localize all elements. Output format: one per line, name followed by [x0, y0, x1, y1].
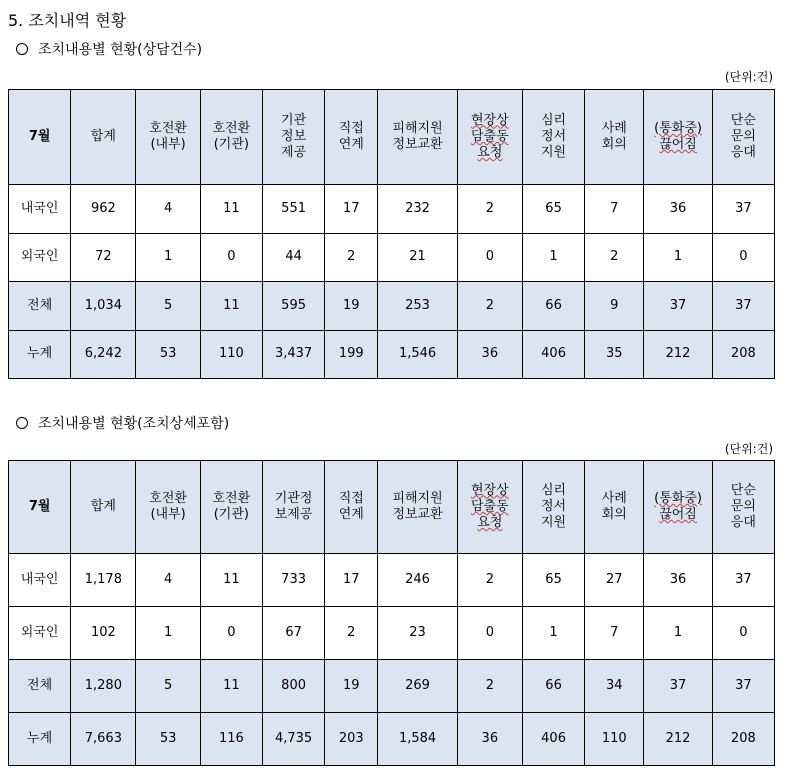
table-cell: 4	[136, 554, 200, 607]
table-cell: 1,584	[378, 713, 457, 766]
table-cell: 208	[712, 713, 774, 766]
table-cell: 2	[325, 234, 378, 282]
table-cell: 65	[522, 554, 584, 607]
column-header	[522, 90, 584, 185]
row-label: 전체	[9, 660, 71, 713]
table-cell: 65	[522, 185, 584, 234]
header-text: 현장상	[470, 112, 509, 128]
table-cell: 67	[262, 607, 324, 660]
header-text: 직접	[338, 490, 364, 506]
month-header	[9, 90, 71, 185]
table-cell: 2	[457, 660, 522, 713]
table-cell: 2	[325, 607, 378, 660]
table-cell: 116	[200, 713, 262, 766]
table-cell: 406	[522, 331, 584, 379]
column-header	[378, 461, 457, 554]
header-text: 제공	[281, 145, 307, 161]
table-cell: 102	[71, 607, 136, 660]
header-text: 7월	[28, 128, 51, 144]
table-row	[9, 282, 775, 331]
table-cell: 0	[712, 607, 774, 660]
table-cell: 212	[644, 713, 712, 766]
header-text: 심리	[541, 112, 567, 128]
section2-subtitle	[16, 413, 229, 433]
table-cell: 208	[712, 331, 774, 379]
table-row	[9, 713, 775, 766]
table-cell: 4	[136, 185, 200, 234]
table-cell: 36	[457, 713, 522, 766]
header-text: 합계	[90, 128, 116, 144]
header-text: (통화중)	[654, 490, 702, 506]
table-cell: 406	[522, 713, 584, 766]
table-row	[9, 607, 775, 660]
header-text: 연계	[338, 137, 364, 152]
row-label: 누계	[9, 713, 71, 766]
header-text: 피해지원	[392, 120, 443, 136]
header-row	[9, 461, 775, 554]
table-cell: 44	[262, 234, 324, 282]
header-text: 합계	[90, 498, 116, 514]
header-text: 보제공	[274, 507, 313, 522]
row-label: 외국인	[9, 607, 71, 660]
header-text: 정서	[541, 498, 567, 514]
header-text: 호전환	[149, 120, 187, 136]
header-text: 문의	[730, 128, 756, 144]
header-text: 지원	[541, 145, 567, 161]
header-text: 연계	[338, 507, 364, 522]
table-cell: 23	[378, 607, 457, 660]
header-text: 기관	[281, 112, 307, 128]
header-text: 요청	[477, 515, 503, 531]
table-cell: 1	[644, 607, 712, 660]
table-cell: 2	[457, 282, 522, 331]
table-row	[9, 234, 775, 282]
table-cell: 1,178	[71, 554, 136, 607]
header-text: (기관)	[213, 507, 249, 522]
table-cell: 1,546	[378, 331, 457, 379]
table-cell: 0	[200, 607, 262, 660]
header-text: 끊어짐	[659, 507, 697, 522]
table-cell: 11	[200, 660, 262, 713]
column-header	[71, 461, 136, 554]
treatment-table-counseling	[8, 89, 775, 379]
header-text: 회의	[601, 507, 627, 522]
table-cell: 37	[644, 660, 712, 713]
row-label: 전체	[9, 282, 71, 331]
header-text: 사례	[601, 120, 627, 136]
header-text: 피해지원	[392, 490, 443, 506]
header-text: (기관)	[213, 137, 249, 152]
column-header	[378, 90, 457, 185]
table-cell: 0	[457, 607, 522, 660]
column-header	[136, 461, 200, 554]
column-header	[644, 461, 712, 554]
bullet-circle-icon	[16, 43, 28, 55]
column-header	[585, 461, 644, 554]
row-label: 외국인	[9, 234, 71, 282]
table-cell: 11	[200, 185, 262, 234]
header-text: (통화중)	[654, 120, 702, 136]
column-header	[457, 461, 522, 554]
header-text: 호전환	[212, 120, 251, 136]
section2-subtitle-text: 조치내용별 현황(조치상세포함)	[38, 416, 230, 432]
table-cell: 72	[71, 234, 136, 282]
column-header	[325, 90, 378, 185]
table-cell: 2	[585, 234, 644, 282]
page-title: 5. 조치내역 현황	[8, 11, 127, 30]
header-text: 호전환	[149, 490, 187, 506]
column-header	[457, 90, 522, 185]
table-cell: 37	[644, 282, 712, 331]
header-text: 7월	[28, 498, 51, 514]
table-cell: 1,034	[71, 282, 136, 331]
table-cell: 19	[325, 282, 378, 331]
table-cell: 17	[325, 554, 378, 607]
row-label: 누계	[9, 331, 71, 379]
header-text: (내부)	[150, 137, 186, 152]
header-text: 기관정	[274, 490, 313, 506]
header-text: 회의	[601, 137, 627, 152]
table-cell: 37	[712, 185, 774, 234]
table-cell: 1	[136, 607, 200, 660]
table-cell: 1	[644, 234, 712, 282]
section1-subtitle-text: 조치내용별 현황(상담건수)	[38, 42, 203, 58]
header-text: 요청	[477, 145, 503, 161]
header-text: 단순	[730, 112, 756, 128]
table-cell: 36	[644, 554, 712, 607]
table-cell: 53	[136, 331, 200, 379]
month-header	[9, 461, 71, 554]
table-cell: 1,280	[71, 660, 136, 713]
table-cell: 35	[585, 331, 644, 379]
table-cell: 6,242	[71, 331, 136, 379]
table-cell: 800	[262, 660, 324, 713]
column-header	[522, 461, 584, 554]
section2-unit: (단위:건)	[724, 442, 773, 456]
row-label: 내국인	[9, 554, 71, 607]
table-cell: 36	[457, 331, 522, 379]
table-cell: 7	[585, 185, 644, 234]
table-cell: 2	[457, 185, 522, 234]
header-row	[9, 90, 775, 185]
table-cell: 27	[585, 554, 644, 607]
table-cell: 5	[136, 282, 200, 331]
header-text: 심리	[541, 482, 567, 498]
column-header	[200, 461, 262, 554]
column-header	[71, 90, 136, 185]
table-cell: 21	[378, 234, 457, 282]
table-cell: 7,663	[71, 713, 136, 766]
column-header	[262, 90, 324, 185]
table-cell: 0	[200, 234, 262, 282]
table-cell: 269	[378, 660, 457, 713]
header-text: 정보	[281, 128, 307, 144]
section1-unit: (단위:건)	[724, 70, 773, 84]
table-cell: 2	[457, 554, 522, 607]
table-cell: 34	[585, 660, 644, 713]
table-cell: 37	[712, 660, 774, 713]
table-cell: 962	[71, 185, 136, 234]
table-row	[9, 331, 775, 379]
table-cell: 0	[712, 234, 774, 282]
table-cell: 17	[325, 185, 378, 234]
table-cell: 4,735	[262, 713, 324, 766]
column-header	[712, 90, 774, 185]
header-text: 정보교환	[392, 137, 443, 152]
header-text: 호전환	[212, 490, 251, 506]
header-text: 담출동	[470, 498, 509, 514]
header-text: 사례	[601, 490, 627, 506]
table-cell: 9	[585, 282, 644, 331]
table-cell: 66	[522, 282, 584, 331]
table-cell: 1	[522, 234, 584, 282]
header-text: 담출동	[470, 128, 509, 144]
column-header	[325, 461, 378, 554]
column-header	[136, 90, 200, 185]
column-header	[712, 461, 774, 554]
header-text: 정서	[541, 128, 567, 144]
header-text: 단순	[730, 482, 756, 498]
header-text: 지원	[541, 515, 567, 531]
table-cell: 199	[325, 331, 378, 379]
table-row	[9, 660, 775, 713]
column-header	[200, 90, 262, 185]
table-cell: 1	[522, 607, 584, 660]
header-text: 응대	[730, 145, 756, 161]
table-cell: 7	[585, 607, 644, 660]
header-text: 직접	[338, 120, 364, 136]
table-cell: 3,437	[262, 331, 324, 379]
table-row	[9, 554, 775, 607]
table-cell: 37	[712, 554, 774, 607]
column-header	[585, 90, 644, 185]
table-cell: 5	[136, 660, 200, 713]
table-cell: 37	[712, 282, 774, 331]
table-cell: 19	[325, 660, 378, 713]
header-text: 끊어짐	[659, 137, 697, 152]
table-cell: 66	[522, 660, 584, 713]
column-header	[644, 90, 712, 185]
table-cell: 1	[136, 234, 200, 282]
header-text: (내부)	[150, 507, 186, 522]
table-cell: 11	[200, 282, 262, 331]
table-cell: 203	[325, 713, 378, 766]
table-cell: 110	[585, 713, 644, 766]
table-cell: 246	[378, 554, 457, 607]
treatment-table-detailed	[8, 460, 775, 766]
table-cell: 232	[378, 185, 457, 234]
table-cell: 212	[644, 331, 712, 379]
section1-subtitle	[16, 39, 202, 59]
table-cell: 253	[378, 282, 457, 331]
header-text: 현장상	[470, 482, 509, 498]
row-label: 내국인	[9, 185, 71, 234]
header-text: 응대	[730, 515, 756, 531]
table-cell: 595	[262, 282, 324, 331]
table-cell: 110	[200, 331, 262, 379]
header-text: 문의	[730, 498, 756, 514]
table-cell: 551	[262, 185, 324, 234]
table-cell: 53	[136, 713, 200, 766]
table-cell: 733	[262, 554, 324, 607]
table-row	[9, 185, 775, 234]
column-header	[262, 461, 324, 554]
table-cell: 11	[200, 554, 262, 607]
bullet-circle-icon	[16, 417, 28, 429]
header-text: 정보교환	[392, 507, 443, 522]
table-cell: 0	[457, 234, 522, 282]
table-cell: 36	[644, 185, 712, 234]
